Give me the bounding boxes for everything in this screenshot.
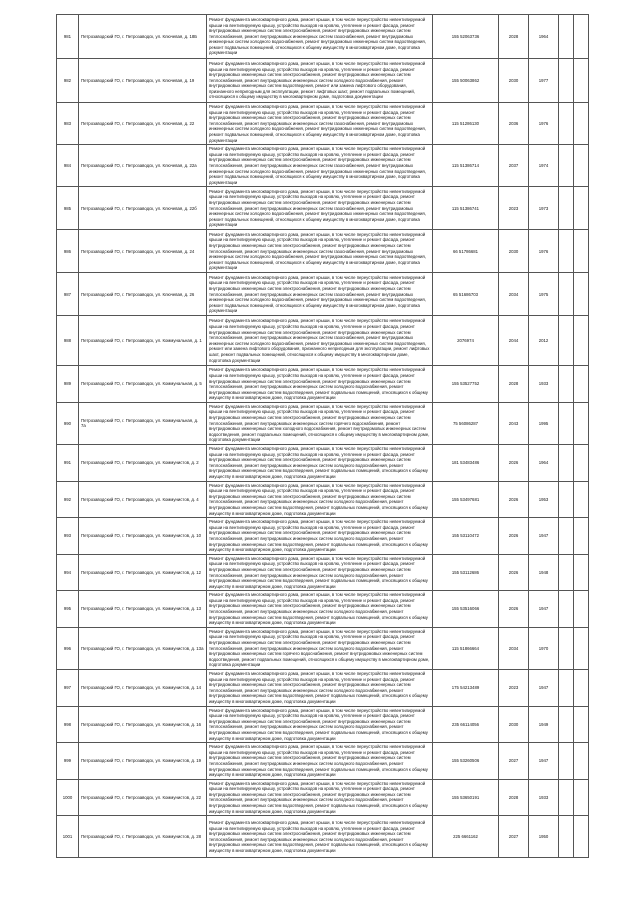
row-cadastral-number: 155 52063736: [433, 15, 499, 59]
row-address: Петрозаводский ГО, г. Петрозаводск, ул. Ключевая, д. 22а: [79, 145, 207, 187]
row-planned-year: 2026: [499, 518, 529, 555]
table-row: [57, 273, 589, 316]
table-row: [57, 554, 589, 591]
row-planned-year: 2034: [499, 627, 529, 669]
repair-register-table: [56, 14, 589, 858]
row-address: Петрозаводский ГО, г. Петрозаводск, ул. Коммунистов, д. 28: [79, 816, 207, 858]
register-body: [57, 15, 589, 858]
row-number: 999: [57, 743, 79, 780]
row-number: 987: [57, 273, 79, 316]
row-address: Петрозаводский ГО, г. Петрозаводск, ул. Ключевая, д. 19: [79, 59, 207, 103]
row-number: 995: [57, 591, 79, 628]
row-empty-cell: [574, 816, 589, 858]
row-empty-cell: [559, 743, 574, 780]
row-number: 993: [57, 518, 79, 555]
row-empty-cell: [574, 481, 589, 518]
row-number: 981: [57, 15, 79, 59]
row-works: Ремонт фундамента многоквартирного дома, ремонт крыши, в том числе переустройство невентилируемой крыши на вентилируемую крышу, устройство выходов на кровлю, утепление и ремонт фасада, ремонт внутридомовых инженерных систем электроснабжения, ремонт внутридомовых инженерных систем теплоснабжения, ремонт внутридомовых инженерных систем холодного водоснабжения, ремонт внутридомовых инженерных систем водоотведения, ремонт подвальных помещений, относящихся к общему имуществу в многоквартирном доме, подготовка документации: [207, 706, 433, 743]
row-build-year: 1976: [529, 103, 559, 145]
row-works: Ремонт фундамента многоквартирного дома, ремонт крыши, в том числе переустройство невентилируемой крыши на вентилируемую крышу, устройство выходов на кровлю, утепление и ремонт фасада, ремонт внутридомовых инженерных систем электроснабжения, ремонт внутридомовых инженерных систем теплоснабжения, ремонт внутридомовых инженерных систем холодного водоснабжения, ремонт внутридомовых инженерных систем водоотведения, ремонт подвальных помещений, относящихся к общему имуществу в многоквартирном доме, подготовка документации: [207, 816, 433, 858]
row-works: Ремонт фундамента многоквартирного дома, ремонт крыши, в том числе переустройство невентилируемой крыши на вентилируемую крышу, устройство выходов на кровлю, утепление и ремонт фасада, ремонт внутридомовых инженерных систем электроснабжения, ремонт внутридомовых инженерных систем теплоснабжения, ремонт внутридомовых инженерных систем холодного водоснабжения, ремонт внутридомовых инженерных систем водоотведения, ремонт подвальных помещений, относящихся к общему имуществу в многоквартирном доме, подготовка документации: [207, 481, 433, 518]
row-cadastral-number: 115 51866664: [433, 627, 499, 669]
row-empty-cell: [559, 481, 574, 518]
row-cadastral-number: 155 53516066: [433, 591, 499, 628]
row-address: Петрозаводский ГО, г. Петрозаводск, ул. Коммунальная, д. 5: [79, 366, 207, 403]
row-planned-year: 2023: [499, 187, 529, 230]
row-empty-cell: [559, 779, 574, 816]
row-address: Петрозаводский ГО, г. Петрозаводск, ул. Ключевая, д. 18Б: [79, 15, 207, 59]
row-works: Ремонт фундамента многоквартирного дома, ремонт крыши, в том числе переустройство невентилируемой крыши на вентилируемую крышу, устройство выходов на кровлю, утепление и ремонт фасада, ремонт внутридомовых инженерных систем электроснабжения, ремонт внутридомовых инженерных систем теплоснабжения, ремонт внутридомовых инженерных систем холодного водоснабжения, ремонт внутридомовых инженерных систем водоотведения, ремонт подвальных помещений, относящихся к общему имуществу в многоквартирном доме, подготовка документации: [207, 445, 433, 482]
row-empty-cell: [559, 518, 574, 555]
row-address: Петрозаводский ГО, г. Петрозаводск, ул. Коммунистов, д. 14: [79, 670, 207, 707]
row-works: Ремонт фундамента многоквартирного дома, ремонт крыши, в том числе переустройство невентилируемой крыши на вентилируемую крышу, устройство выходов на кровлю, утепление и ремонт фасада, ремонт внутридомовых инженерных систем электроснабжения, ремонт внутридомовых инженерных систем теплоснабжения, ремонт внутридомовых инженерных систем холодного водоснабжения, ремонт внутридомовых инженерных систем водоотведения, ремонт подвальных помещений, относящихся к общему имуществу в многоквартирном доме, подготовка документации: [207, 554, 433, 591]
row-planned-year: 2028: [499, 366, 529, 403]
row-address: Петрозаводский ГО, г. Петрозаводск, ул. Коммунистов, д. 13: [79, 591, 207, 628]
row-empty-cell: [574, 316, 589, 366]
row-build-year: 1964: [529, 15, 559, 59]
row-works: Ремонт фундамента многоквартирного дома, ремонт крыши, в том числе переустройство невентилируемой крыши на вентилируемую крышу, устройство выходов на кровлю, утепление и ремонт фасада, ремонт внутридомовых инженерных систем электроснабжения, ремонт внутридомовых инженерных систем теплоснабжения, ремонт внутридомовых инженерных систем холодного водоснабжения, ремонт внутридомовых инженерных систем водоотведения, ремонт подвальных помещений, относящихся к общему имуществу в многоквартирном доме, подготовка документации: [207, 743, 433, 780]
row-cadastral-number: 155 53112686: [433, 554, 499, 591]
row-build-year: 1964: [529, 445, 559, 482]
row-address: Петрозаводский ГО, г. Петрозаводск, ул. Коммунистов, д. 12: [79, 554, 207, 591]
row-build-year: 1953: [529, 481, 559, 518]
row-empty-cell: [559, 816, 574, 858]
row-number: 989: [57, 366, 79, 403]
row-build-year: 1949: [529, 706, 559, 743]
row-works: Ремонт фундамента многоквартирного дома, ремонт крыши, в том числе переустройство невентилируемой крыши на вентилируемую крышу, устройство выходов на кровлю, утепление и ремонт фасада, ремонт внутридомовых инженерных систем электроснабжения, ремонт внутридомовых инженерных систем теплоснабжения, ремонт внутридомовых инженерных систем холодного водоснабжения, ремонт внутридомовых инженерных систем водоотведения, ремонт подвальных помещений, относящихся к общему имуществу в многоквартирном доме, подготовка документации: [207, 518, 433, 555]
row-cadastral-number: 2076974: [433, 316, 499, 366]
table-row: [57, 230, 589, 273]
table-row: [57, 366, 589, 403]
row-address: Петрозаводский ГО, г. Петрозаводск, ул. Коммунистов, д. 4: [79, 481, 207, 518]
row-address: Петрозаводский ГО, г. Петрозаводск, ул. Ключевая, д. 24: [79, 230, 207, 273]
row-number: 985: [57, 187, 79, 230]
register-sheet: [56, 14, 588, 858]
row-build-year: 2012: [529, 316, 559, 366]
row-build-year: 1976: [529, 230, 559, 273]
row-build-year: 1977: [529, 59, 559, 103]
row-works: Ремонт фундамента многоквартирного дома, ремонт крыши, в том числе переустройство невентилируемой крыши на вентилируемую крышу, устройство выходов на кровлю, утепление и ремонт фасада, ремонт внутридомовых инженерных систем электроснабжения, ремонт внутридомовых инженерных систем теплоснабжения, ремонт внутридомовых инженерных систем холодного водоснабжения, ремонт внутридомовых инженерных систем водоотведения, ремонт подвальных помещений, относящихся к общему имуществу в многоквартирном доме, подготовка документации: [207, 670, 433, 707]
row-empty-cell: [559, 445, 574, 482]
row-address: Петрозаводский ГО, г. Петрозаводск, ул. Коммунистов, д. 13а: [79, 627, 207, 669]
row-number: 984: [57, 145, 79, 187]
row-works: Ремонт фундамента многоквартирного дома, ремонт крыши, в том числе переустройство невентилируемой крыши на вентилируемую крышу, устройство выходов на кровлю, утепление и ремонт фасада, ремонт внутридомовых инженерных систем электроснабжения, ремонт внутридомовых инженерных систем теплоснабжения, ремонт внутридомовых инженерных систем газоснабжения, ремонт внутридомовых инженерных систем холодного водоснабжения, ремонт внутридомовых инженерных систем водоотведения, ремонт подвальных помещений, относящихся к общему имуществу в многоквартирном доме, подготовка документации: [207, 103, 433, 145]
row-cadastral-number: 155 53527752: [433, 366, 499, 403]
row-empty-cell: [574, 273, 589, 316]
row-works: Ремонт фундамента многоквартирного дома, ремонт крыши, в том числе переустройство невентилируемой крыши на вентилируемую крышу, устройство выходов на кровлю, утепление и ремонт фасада, ремонт внутридомовых инженерных систем электроснабжения, ремонт внутридомовых инженерных систем теплоснабжения, ремонт внутридомовых инженерных систем холодного водоснабжения, ремонт внутридомовых инженерных систем водоотведения, ремонт подвальных помещений, относящихся к общему имуществу в многоквартирном доме, подготовка документации: [207, 779, 433, 816]
row-build-year: 1933: [529, 366, 559, 403]
row-number: 991: [57, 445, 79, 482]
row-works: Ремонт фундамента многоквартирного дома, ремонт крыши, в том числе переустройство невентилируемой крыши на вентилируемую крышу, устройство выходов на кровлю, утепление и ремонт фасада, ремонт внутридомовых инженерных систем электроснабжения, ремонт внутридомовых инженерных систем теплоснабжения, ремонт внутридомовых инженерных систем газоснабжения, ремонт внутридомовых инженерных систем холодного водоснабжения, ремонт внутридомовых инженерных систем водоотведения, ремонт подвальных помещений, относящихся к общему имуществу в многоквартирном доме, подготовка документации: [207, 273, 433, 316]
row-planned-year: 2034: [499, 273, 529, 316]
row-address: Петрозаводский ГО, г. Петрозаводск, ул. Коммунистов, д. 22: [79, 779, 207, 816]
row-number: 997: [57, 670, 79, 707]
row-build-year: 1970: [529, 627, 559, 669]
table-row: [57, 591, 589, 628]
row-cadastral-number: 181 53483486: [433, 445, 499, 482]
row-number: 983: [57, 103, 79, 145]
row-number: 986: [57, 230, 79, 273]
row-address: Петрозаводский ГО, г. Петрозаводск, ул. Ключевая, д. 26: [79, 273, 207, 316]
row-empty-cell: [559, 316, 574, 366]
row-build-year: 1950: [529, 816, 559, 858]
row-empty-cell: [559, 145, 574, 187]
row-works: Ремонт фундамента многоквартирного дома, ремонт крыши, в том числе переустройство невентилируемой крыши на вентилируемую крышу, устройство выходов на кровлю, утепление и ремонт фасада, ремонт внутридомовых инженерных систем электроснабжения, ремонт внутридомовых инженерных систем теплоснабжения, ремонт внутридомовых инженерных систем газоснабжения, ремонт внутридомовых инженерных систем холодного водоснабжения, ремонт внутридомовых инженерных систем водоотведения, ремонт или замена лифтового оборудования, признанного непригодным для эксплуатации, ремонт лифтовых шахт, ремонт подвальных помещений, относящихся к общему имуществу в многоквартирном доме, подготовка документации: [207, 316, 433, 366]
row-planned-year: 2023: [499, 670, 529, 707]
row-planned-year: 2026: [499, 554, 529, 591]
table-row: [57, 779, 589, 816]
row-empty-cell: [574, 627, 589, 669]
row-build-year: 1974: [529, 145, 559, 187]
row-empty-cell: [559, 627, 574, 669]
row-address: Петрозаводский ГО, г. Петрозаводск, ул. Коммунальная, д. 7а: [79, 402, 207, 444]
table-row: [57, 743, 589, 780]
row-planned-year: 2030: [499, 230, 529, 273]
row-cadastral-number: 115 51386741: [433, 187, 499, 230]
row-works: Ремонт фундамента многоквартирного дома, ремонт крыши, в том числе переустройство невентилируемой крыши на вентилируемую крышу, устройство выходов на кровлю, утепление и ремонт фасада, ремонт внутридомовых инженерных систем электроснабжения, ремонт внутридомовых инженерных систем теплоснабжения, ремонт внутридомовых инженерных систем газоснабжения, ремонт внутридомовых инженерных систем холодного водоснабжения, ремонт внутридомовых инженерных систем водоотведения, ремонт подвальных помещений, относящихся к общему имуществу в многоквартирном доме, подготовка документации: [207, 15, 433, 59]
row-works: Ремонт фундамента многоквартирного дома, ремонт крыши, в том числе переустройство невентилируемой крыши на вентилируемую крышу, устройство выходов на кровлю, утепление и ремонт фасада, ремонт внутридомовых инженерных систем электроснабжения, ремонт внутридомовых инженерных систем теплоснабжения, ремонт внутридомовых инженерных систем газоснабжения, ремонт внутридомовых инженерных систем холодного водоснабжения, ремонт внутридомовых инженерных систем водоотведения, ремонт подвальных помещений, относящихся к общему имуществу в многоквартирном доме, подготовка документации: [207, 145, 433, 187]
row-cadastral-number: 75 56086287: [433, 402, 499, 444]
row-empty-cell: [559, 230, 574, 273]
row-cadastral-number: 155 50063862: [433, 59, 499, 103]
row-planned-year: 2028: [499, 779, 529, 816]
table-row: [57, 103, 589, 145]
row-empty-cell: [559, 59, 574, 103]
row-empty-cell: [574, 230, 589, 273]
row-cadastral-number: 175 54213489: [433, 670, 499, 707]
table-row: [57, 627, 589, 669]
row-empty-cell: [574, 554, 589, 591]
row-empty-cell: [559, 554, 574, 591]
row-planned-year: 2030: [499, 706, 529, 743]
row-empty-cell: [574, 591, 589, 628]
row-cadastral-number: 235 66114056: [433, 706, 499, 743]
row-planned-year: 2036: [499, 103, 529, 145]
row-address: Петрозаводский ГО, г. Петрозаводск, ул. Коммунистов, д. 10: [79, 518, 207, 555]
row-empty-cell: [574, 706, 589, 743]
row-cadastral-number: 115 51386714: [433, 145, 499, 187]
row-empty-cell: [574, 518, 589, 555]
row-empty-cell: [574, 59, 589, 103]
row-build-year: 1947: [529, 591, 559, 628]
row-empty-cell: [559, 15, 574, 59]
row-works: Ремонт фундамента многоквартирного дома, ремонт крыши, в том числе переустройство невентилируемой крыши на вентилируемую крышу, устройство выходов на кровлю, утепление и ремонт фасада, ремонт внутридомовых инженерных систем электроснабжения, ремонт внутридомовых инженерных систем теплоснабжения, ремонт внутридомовых инженерных систем горячего водоснабжения, ремонт внутридомовых инженерных систем холодного водоснабжения, ремонт внутридомовых инженерных систем водоотведения, ремонт подвальных помещений, относящихся к общему имуществу в многоквартирном доме, подготовка документации: [207, 402, 433, 444]
row-cadastral-number: 155 53497681: [433, 481, 499, 518]
row-empty-cell: [574, 366, 589, 403]
row-cadastral-number: 225 6661162: [433, 816, 499, 858]
row-empty-cell: [559, 670, 574, 707]
row-address: Петрозаводский ГО, г. Петрозаводск, ул. Ключевая, д. 22: [79, 103, 207, 145]
row-empty-cell: [559, 402, 574, 444]
row-number: 1000: [57, 779, 79, 816]
row-empty-cell: [559, 103, 574, 145]
row-works: Ремонт фундамента многоквартирного дома, ремонт крыши, в том числе переустройство невентилируемой крыши на вентилируемую крышу, устройство выходов на кровлю, утепление и ремонт фасада, ремонт внутридомовых инженерных систем электроснабжения, ремонт внутридомовых инженерных систем теплоснабжения, ремонт внутридомовых инженерных систем холодного водоснабжения, ремонт внутридомовых инженерных систем водоотведения, ремонт или замена лифтового оборудования, признанного непригодным для эксплуатации, ремонт лифтовых шахт, ремонт подвальных помещений, относящихся к общему имуществу в многоквартирном доме, подготовка документации: [207, 59, 433, 103]
table-row: [57, 402, 589, 444]
row-cadastral-number: 115 51286130: [433, 103, 499, 145]
row-works: Ремонт фундамента многоквартирного дома, ремонт крыши, в том числе переустройство невентилируемой крыши на вентилируемую крышу, устройство выходов на кровлю, утепление и ремонт фасада, ремонт внутридомовых инженерных систем электроснабжения, ремонт внутридомовых инженерных систем теплоснабжения, ремонт внутридомовых инженерных систем холодного водоснабжения, ремонт внутридомовых инженерных систем водоотведения, ремонт подвальных помещений, относящихся к общему имуществу в многоквартирном доме, подготовка документации: [207, 366, 433, 403]
row-empty-cell: [574, 187, 589, 230]
table-row: [57, 316, 589, 366]
row-empty-cell: [574, 145, 589, 187]
row-planned-year: 2027: [499, 816, 529, 858]
row-planned-year: 2037: [499, 145, 529, 187]
row-empty-cell: [574, 402, 589, 444]
row-address: Петрозаводский ГО, г. Петрозаводск, ул. Коммунистов, д. 2: [79, 445, 207, 482]
row-planned-year: 2026: [499, 445, 529, 482]
table-row: [57, 481, 589, 518]
row-cadastral-number: 155 53260506: [433, 743, 499, 780]
table-row: [57, 59, 589, 103]
table-row: [57, 145, 589, 187]
row-number: 996: [57, 627, 79, 669]
row-cadastral-number: 155 53650191: [433, 779, 499, 816]
table-row: [57, 187, 589, 230]
row-empty-cell: [559, 591, 574, 628]
row-empty-cell: [574, 743, 589, 780]
row-build-year: 1948: [529, 554, 559, 591]
row-cadastral-number: 155 53110472: [433, 518, 499, 555]
row-build-year: 1975: [529, 273, 559, 316]
table-row: [57, 15, 589, 59]
row-empty-cell: [574, 103, 589, 145]
row-empty-cell: [574, 779, 589, 816]
row-build-year: 1947: [529, 670, 559, 707]
row-address: Петрозаводский ГО, г. Петрозаводск, ул. Коммунальная, д. 1: [79, 316, 207, 366]
table-row: [57, 706, 589, 743]
row-planned-year: 2026: [499, 591, 529, 628]
row-empty-cell: [559, 706, 574, 743]
row-address: Петрозаводский ГО, г. Петрозаводск, ул. Ключевая, д. 22б: [79, 187, 207, 230]
row-number: 992: [57, 481, 79, 518]
row-build-year: 1947: [529, 518, 559, 555]
row-cadastral-number: 66 51786681: [433, 230, 499, 273]
row-build-year: 1995: [529, 402, 559, 444]
table-row: [57, 670, 589, 707]
row-planned-year: 2044: [499, 316, 529, 366]
table-row: [57, 816, 589, 858]
row-build-year: 1973: [529, 187, 559, 230]
row-number: 998: [57, 706, 79, 743]
row-planned-year: 2027: [499, 743, 529, 780]
row-number: 994: [57, 554, 79, 591]
row-number: 988: [57, 316, 79, 366]
row-works: Ремонт фундамента многоквартирного дома, ремонт крыши, в том числе переустройство невентилируемой крыши на вентилируемую крышу, устройство выходов на кровлю, утепление и ремонт фасада, ремонт внутридомовых инженерных систем электроснабжения, ремонт внутридомовых инженерных систем теплоснабжения, ремонт внутридомовых инженерных систем газоснабжения, ремонт внутридомовых инженерных систем холодного водоснабжения, ремонт внутридомовых инженерных систем водоотведения, ремонт подвальных помещений, относящихся к общему имуществу в многоквартирном доме, подготовка документации: [207, 187, 433, 230]
row-number: 1001: [57, 816, 79, 858]
row-works: Ремонт фундамента многоквартирного дома, ремонт крыши, в том числе переустройство невентилируемой крыши на вентилируемую крышу, устройство выходов на кровлю, утепление и ремонт фасада, ремонт внутридомовых инженерных систем электроснабжения, ремонт внутридомовых инженерных систем теплоснабжения, ремонт внутридомовых инженерных систем холодного водоснабжения, ремонт внутридомовых инженерных систем горячего водоснабжения, ремонт внутридомовых инженерных систем водоотведения, ремонт подвальных помещений, относящихся к общему имуществу в многоквартирном доме, подготовка документации: [207, 627, 433, 669]
table-row: [57, 518, 589, 555]
row-works: Ремонт фундамента многоквартирного дома, ремонт крыши, в том числе переустройство невентилируемой крыши на вентилируемую крышу, устройство выходов на кровлю, утепление и ремонт фасада, ремонт внутридомовых инженерных систем электроснабжения, ремонт внутридомовых инженерных систем теплоснабжения, ремонт внутридомовых инженерных систем холодного водоснабжения, ремонт внутридомовых инженерных систем водоотведения, ремонт подвальных помещений, относящихся к общему имуществу в многоквартирном доме, подготовка документации: [207, 591, 433, 628]
row-number: 990: [57, 402, 79, 444]
table-row: [57, 445, 589, 482]
row-build-year: 1947: [529, 743, 559, 780]
row-empty-cell: [559, 273, 574, 316]
row-empty-cell: [574, 445, 589, 482]
row-planned-year: 2026: [499, 481, 529, 518]
row-empty-cell: [559, 366, 574, 403]
row-address: Петрозаводский ГО, г. Петрозаводск, ул. Коммунистов, д. 19: [79, 743, 207, 780]
row-cadastral-number: 65 51686703: [433, 273, 499, 316]
row-planned-year: 2043: [499, 402, 529, 444]
row-works: Ремонт фундамента многоквартирного дома, ремонт крыши, в том числе переустройство невентилируемой крыши на вентилируемую крышу, устройство выходов на кровлю, утепление и ремонт фасада, ремонт внутридомовых инженерных систем электроснабжения, ремонт внутридомовых инженерных систем теплоснабжения, ремонт внутридомовых инженерных систем газоснабжения, ремонт внутридомовых инженерных систем холодного водоснабжения, ремонт внутридомовых инженерных систем водоотведения, ремонт подвальных помещений, относящихся к общему имуществу в многоквартирном доме, подготовка документации: [207, 230, 433, 273]
row-build-year: 1933: [529, 779, 559, 816]
row-address: Петрозаводский ГО, г. Петрозаводск, ул. Коммунистов, д. 16: [79, 706, 207, 743]
row-planned-year: 2030: [499, 59, 529, 103]
row-empty-cell: [574, 15, 589, 59]
row-empty-cell: [559, 187, 574, 230]
row-planned-year: 2028: [499, 15, 529, 59]
row-empty-cell: [574, 670, 589, 707]
row-number: 982: [57, 59, 79, 103]
